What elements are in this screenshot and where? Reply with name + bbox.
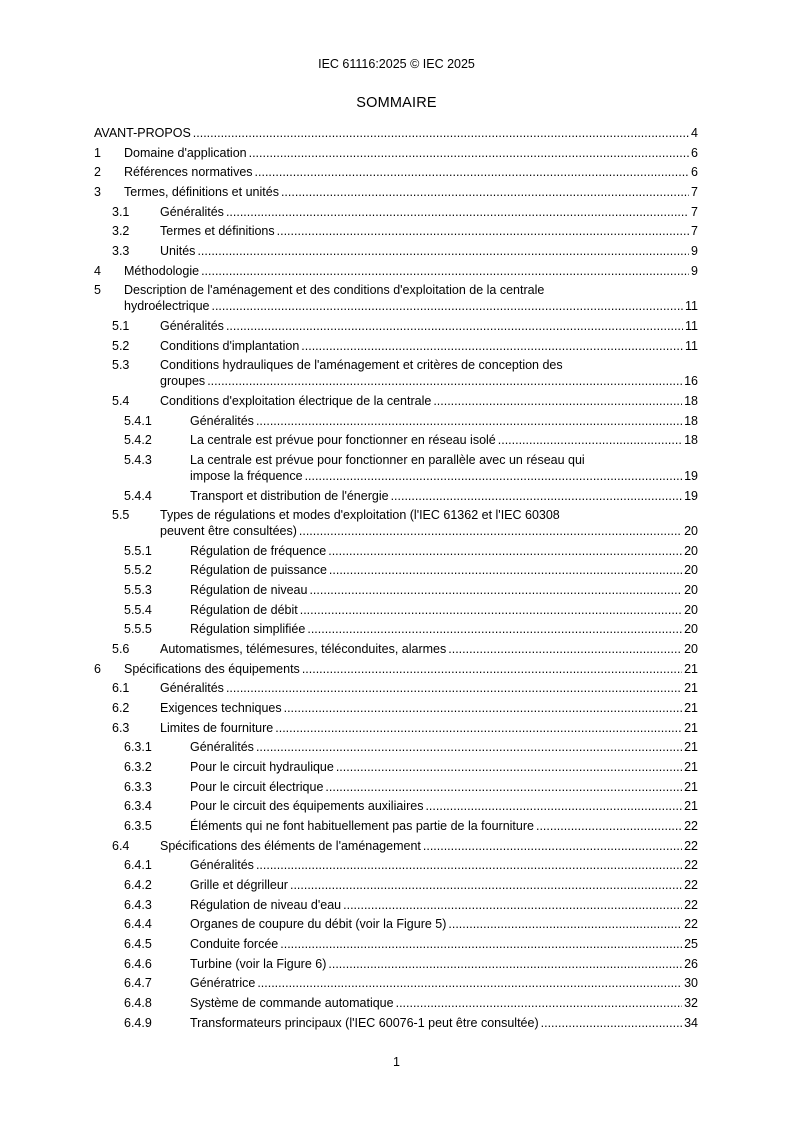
toc-entry-number: 6.4.5 <box>124 936 152 951</box>
toc-entry-number: 6.3.3 <box>124 779 152 794</box>
toc-entry[interactable] <box>94 392 698 409</box>
toc-entry-number: 5.5.4 <box>124 602 152 617</box>
toc-entry-title: impose la fréquence <box>190 468 303 483</box>
toc-entry-page: 11 <box>685 299 698 314</box>
toc-entry-page: 21 <box>684 720 698 735</box>
toc-entry[interactable] <box>94 163 698 180</box>
toc-entry-page: 22 <box>684 917 698 932</box>
toc-entry-title: Pour le circuit hydraulique <box>190 760 334 775</box>
toc-entry-number: 6.4 <box>112 838 130 853</box>
toc-entry[interactable] <box>94 660 698 677</box>
toc-entry-title: Régulation de débit <box>190 602 298 617</box>
toc-entry-number: 6.4.4 <box>124 917 152 932</box>
toc-entry-page: 11 <box>685 338 698 353</box>
toc-entry-page: 34 <box>684 1015 698 1030</box>
dot-leader <box>226 680 682 696</box>
dot-leader <box>226 204 689 220</box>
toc-entry-page: 21 <box>684 799 698 814</box>
toc-entry-title: Domaine d'application <box>124 145 247 160</box>
toc-entry-page: 18 <box>684 433 698 448</box>
toc-entry-page: 16 <box>684 374 698 389</box>
toc-entry-number: 5.5.5 <box>124 622 152 637</box>
toc-entry-title: Méthodologie <box>124 263 200 278</box>
toc-entry[interactable] <box>94 837 698 854</box>
dot-leader <box>309 582 682 598</box>
dot-leader <box>290 877 682 893</box>
toc-entry-title: Génératrice <box>190 976 256 991</box>
toc-entry-number: 6.4.9 <box>124 1015 152 1030</box>
toc-entry-title: Conditions d'exploitation électrique de la centrale <box>160 393 432 408</box>
toc-entry-number: 6.4.8 <box>124 995 152 1010</box>
toc-entry[interactable] <box>94 601 698 618</box>
toc-entry-page: 6 <box>691 165 698 180</box>
toc-entry[interactable] <box>94 620 698 637</box>
dot-leader <box>329 562 682 578</box>
page-number: 1 <box>393 1055 400 1069</box>
dot-leader <box>391 488 683 504</box>
toc-entry-title: Termes et définitions <box>160 224 275 239</box>
table-of-contents <box>94 124 698 1033</box>
toc-entry[interactable] <box>94 974 698 991</box>
toc-entry-number: 5.4.4 <box>124 488 152 503</box>
toc-entry-number: 6.3 <box>112 720 130 735</box>
dot-leader <box>299 523 682 539</box>
toc-entry[interactable] <box>94 281 698 314</box>
toc-entry-number: 6.3.5 <box>124 819 152 833</box>
dot-leader <box>307 621 682 637</box>
dot-leader <box>256 857 682 873</box>
toc-entry-title: Conditions d'implantation <box>160 338 300 353</box>
toc-entry-title: Régulation de niveau d'eau <box>190 897 342 912</box>
toc-entry-title: Conduite forcée <box>190 936 279 951</box>
toc-entry[interactable] <box>94 317 698 334</box>
dot-leader <box>284 700 682 716</box>
toc-entry-title: Régulation de fréquence <box>190 543 327 558</box>
toc-entry-number: 5.5.3 <box>124 583 152 598</box>
toc-entry-title: Généralités <box>190 858 254 873</box>
toc-entry[interactable] <box>94 144 698 161</box>
toc-entry[interactable] <box>94 876 698 893</box>
toc-entry-number: 5 <box>94 283 101 298</box>
toc-entry[interactable] <box>94 817 698 834</box>
dot-leader <box>255 164 690 180</box>
toc-entry[interactable] <box>94 935 698 952</box>
toc-entry-title: Généralités <box>160 204 224 219</box>
toc-entry-title: hydroélectrique <box>124 299 210 314</box>
toc-entry-number: 5.4.1 <box>124 413 152 428</box>
toc-entry-number: 2 <box>94 165 101 180</box>
toc-entry-page: 11 <box>685 318 698 333</box>
toc-entry-page: 22 <box>684 897 698 912</box>
toc-entry-number: 1 <box>94 145 101 160</box>
toc-entry-page: 9 <box>691 263 698 278</box>
toc-entry-number: 5.5.2 <box>124 563 152 578</box>
toc-entry-number: 5.5 <box>112 508 130 523</box>
toc-entry-number: 6.4.6 <box>124 956 152 971</box>
toc-entry-page: 25 <box>684 936 698 951</box>
toc-entry[interactable] <box>94 994 698 1011</box>
dot-leader <box>249 145 689 161</box>
toc-entry-number: 5.4.3 <box>124 452 152 467</box>
toc-entry[interactable] <box>94 183 698 200</box>
toc-entry[interactable] <box>94 487 698 504</box>
toc-entry-page: 22 <box>684 858 698 873</box>
toc-entry-number: 6.3.1 <box>124 740 152 755</box>
dot-leader <box>193 125 689 141</box>
toc-entry[interactable] <box>94 124 698 141</box>
toc-entry-number: 5.4.2 <box>124 433 152 448</box>
dot-leader <box>211 298 683 314</box>
toc-entry-title: Unités <box>160 243 196 258</box>
toc-entry-page: 20 <box>684 583 698 598</box>
toc-entry-number: 6.4.1 <box>124 858 152 873</box>
dot-leader <box>256 739 682 755</box>
document-header: IEC 61116:2025 © IEC 2025 <box>318 57 475 71</box>
dot-leader <box>256 413 682 429</box>
page-title: SOMMAIRE <box>356 95 437 111</box>
toc-entry[interactable] <box>94 542 698 559</box>
toc-entry-number: 5.3 <box>112 358 130 373</box>
toc-entry-page: 21 <box>684 661 698 676</box>
toc-entry-page: 22 <box>684 877 698 892</box>
dot-leader <box>301 338 683 354</box>
toc-entry-page: 21 <box>684 760 698 775</box>
toc-entry[interactable] <box>94 431 698 448</box>
toc-entry-page: 32 <box>684 995 698 1010</box>
dot-leader <box>328 956 682 972</box>
toc-entry[interactable] <box>94 506 698 539</box>
dot-leader <box>536 818 682 834</box>
toc-entry-number: 4 <box>94 263 101 278</box>
toc-entry-page: 20 <box>684 622 698 637</box>
toc-entry[interactable] <box>94 222 698 239</box>
toc-entry[interactable] <box>94 242 698 259</box>
toc-entry-number: 6.1 <box>112 681 130 696</box>
toc-entry-title: Organes de coupure du débit (voir la Figure 5) <box>190 917 447 932</box>
toc-entry-page: 20 <box>684 602 698 617</box>
toc-entry-number: 3 <box>94 184 101 199</box>
dot-leader <box>448 641 682 657</box>
toc-entry-title: Limites de fourniture <box>160 720 274 735</box>
dot-leader <box>257 975 682 991</box>
dot-leader <box>207 373 682 389</box>
dot-leader <box>300 602 682 618</box>
toc-entry[interactable] <box>94 640 698 657</box>
toc-entry-number: 6.4.2 <box>124 877 152 892</box>
toc-entry[interactable] <box>94 262 698 279</box>
toc-entry-number: 3.1 <box>112 204 130 219</box>
toc-entry-number: 5.2 <box>112 338 130 353</box>
toc-entry-title: Termes, définitions et unités <box>124 184 279 199</box>
dot-leader <box>302 661 682 677</box>
toc-entry[interactable] <box>94 797 698 814</box>
toc-entry-title: Transformateurs principaux (l'IEC 60076-1 peut être consultée) <box>190 1015 539 1030</box>
toc-entry-page: 6 <box>691 145 698 160</box>
toc-entry-number: 6.3.4 <box>124 799 152 814</box>
toc-entry-page: 22 <box>684 819 698 833</box>
toc-entry-title: Système de commande automatique <box>190 995 394 1010</box>
toc-entry[interactable] <box>94 581 698 598</box>
toc-entry-page: 7 <box>691 224 698 239</box>
toc-entry[interactable] <box>94 856 698 873</box>
toc-entry-number: 6.4.7 <box>124 976 152 991</box>
toc-entry-number: 3.3 <box>112 243 130 258</box>
toc-entry-number: 6.3.2 <box>124 760 152 775</box>
toc-entry-page: 20 <box>684 524 698 539</box>
toc-entry-page: 30 <box>684 976 698 991</box>
toc-entry[interactable] <box>94 337 698 354</box>
toc-entry[interactable] <box>94 679 698 696</box>
dot-leader <box>498 432 682 448</box>
dot-leader <box>281 184 689 200</box>
dot-leader <box>336 759 682 775</box>
toc-entry[interactable] <box>94 738 698 755</box>
toc-entry[interactable] <box>94 451 698 484</box>
toc-entry-title: La centrale est prévue pour fonctionner en réseau isolé <box>190 433 496 448</box>
toc-entry-title: Généralités <box>190 413 254 428</box>
toc-entry-title: Turbine (voir la Figure 6) <box>190 956 327 971</box>
toc-entry[interactable] <box>94 955 698 972</box>
toc-entry[interactable] <box>94 203 698 220</box>
toc-entry-page: 9 <box>691 243 698 258</box>
toc-entry-title: Exigences techniques <box>160 701 282 716</box>
toc-entry-page: 18 <box>684 393 698 408</box>
toc-entry-number: 5.4 <box>112 393 130 408</box>
toc-entry-title: Types de régulations et modes d'exploitation (l'IEC 61362 et l'IEC 60308 <box>160 508 560 523</box>
toc-entry-title: Éléments qui ne font habituellement pas partie de la fourniture <box>190 819 534 833</box>
toc-entry-title: Régulation simplifiée <box>190 622 306 637</box>
dot-leader <box>226 318 683 334</box>
toc-entry-page: 20 <box>684 543 698 558</box>
dot-leader <box>275 720 682 736</box>
toc-entry[interactable] <box>94 1014 698 1031</box>
toc-entry-page: 21 <box>684 779 698 794</box>
toc-entry-title: Grille et dégrilleur <box>190 877 288 892</box>
toc-entry-title: Pour le circuit électrique <box>190 779 324 794</box>
toc-entry-page: 19 <box>684 488 698 503</box>
toc-entry[interactable] <box>94 758 698 775</box>
toc-entry-number: 5.1 <box>112 318 130 333</box>
toc-entry[interactable] <box>94 561 698 578</box>
dot-leader <box>423 838 682 854</box>
toc-entry-title: Spécifications des équipements <box>124 661 300 676</box>
toc-entry-title: Pour le circuit des équipements auxiliaires <box>190 799 424 814</box>
toc-entry[interactable] <box>94 412 698 429</box>
dot-leader <box>433 393 682 409</box>
dot-leader <box>343 897 682 913</box>
toc-entry-title: La centrale est prévue pour fonctionner en parallèle avec un réseau qui <box>190 452 585 467</box>
toc-entry-page: 7 <box>691 184 698 199</box>
toc-entry-title: Spécifications des éléments de l'aménagement <box>160 838 421 853</box>
toc-entry[interactable] <box>94 778 698 795</box>
toc-entry-number: 6.2 <box>112 701 130 716</box>
toc-entry-title: Généralités <box>160 681 224 696</box>
toc-entry-title: Régulation de niveau <box>190 583 308 598</box>
toc-entry-page: 20 <box>684 642 698 657</box>
toc-entry-page: 21 <box>684 740 698 755</box>
toc-entry-title: Généralités <box>190 740 254 755</box>
toc-entry-title: Régulation de puissance <box>190 563 327 578</box>
toc-entry-page: 21 <box>684 681 698 696</box>
toc-entry[interactable] <box>94 699 698 716</box>
toc-entry-title: Description de l'aménagement et des conditions d'exploitation de la centrale <box>124 283 545 298</box>
dot-leader <box>448 916 682 932</box>
toc-entry[interactable] <box>94 915 698 932</box>
toc-entry-number: 6.4.3 <box>124 897 152 912</box>
toc-entry-title: peuvent être consultées) <box>160 524 297 539</box>
dot-leader <box>425 798 682 814</box>
dot-leader <box>197 243 689 259</box>
toc-entry-number: 6 <box>94 661 101 676</box>
toc-entry[interactable] <box>94 719 698 736</box>
toc-entry-page: 20 <box>684 563 698 578</box>
toc-entry-page: 18 <box>684 413 698 428</box>
toc-entry-title: groupes <box>160 374 206 389</box>
dot-leader <box>305 468 683 484</box>
dot-leader <box>277 223 689 239</box>
toc-entry-page: 26 <box>684 956 698 971</box>
toc-entry-page: 22 <box>684 838 698 853</box>
toc-entry-number: 3.2 <box>112 224 130 239</box>
toc-entry-title: Généralités <box>160 318 224 333</box>
toc-entry-title: Références normatives <box>124 165 253 180</box>
dot-leader <box>280 936 682 952</box>
toc-entry[interactable] <box>94 356 698 389</box>
toc-entry-page: 4 <box>691 126 698 140</box>
toc-entry[interactable] <box>94 896 698 913</box>
toc-entry-number: 5.6 <box>112 642 130 657</box>
toc-entry-page: 19 <box>684 468 698 483</box>
dot-leader <box>325 779 682 795</box>
dot-leader <box>328 543 682 559</box>
toc-entry-title: AVANT-PROPOS <box>94 126 191 140</box>
dot-leader <box>396 995 683 1011</box>
dot-leader <box>201 263 689 279</box>
toc-entry-number: 5.5.1 <box>124 543 152 558</box>
toc-entry-title: Automatismes, télémesures, téléconduites, alarmes <box>160 642 447 657</box>
toc-entry-page: 21 <box>684 701 698 716</box>
toc-entry-page: 7 <box>691 204 698 219</box>
toc-entry-title: Transport et distribution de l'énergie <box>190 488 389 503</box>
toc-entry-title: Conditions hydrauliques de l'aménagement et critères de conception des <box>160 358 563 373</box>
dot-leader <box>541 1015 682 1031</box>
